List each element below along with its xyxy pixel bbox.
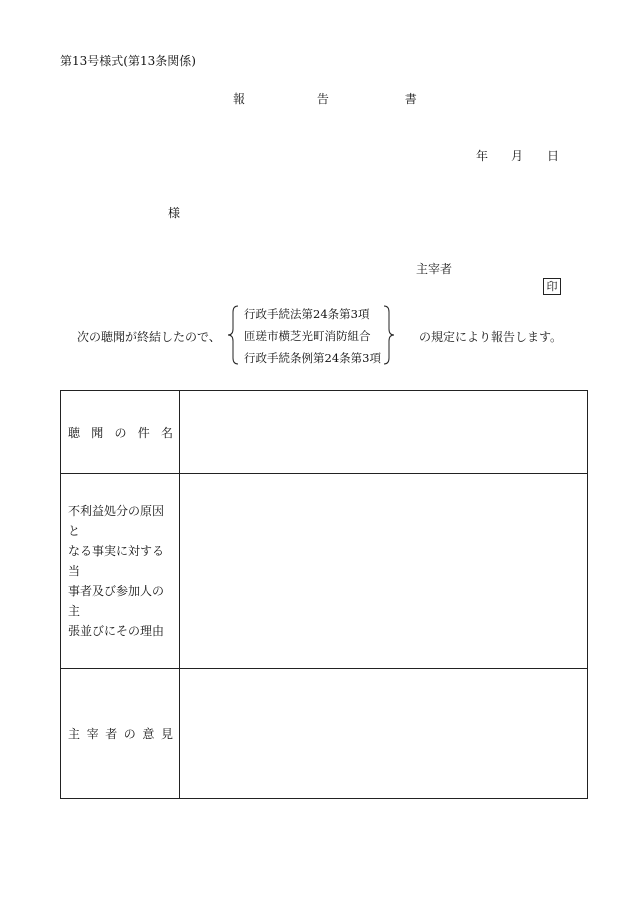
case-name-field[interactable] [180,391,588,474]
law-line-1: 行政手続法第24条第3項 [244,307,370,321]
date-day: 日 [547,149,560,163]
label-char: 聴 [68,425,81,440]
claims-field[interactable] [180,474,588,669]
case-name-label [61,391,180,474]
label-char: 意 [142,727,155,741]
table-row-claims [61,474,588,669]
title-char-3: 書 [404,92,417,106]
label-char: の [123,727,136,741]
title-char-1: 報 [233,92,246,106]
claims-label [61,474,180,669]
document-title [233,90,417,107]
presider-opinion-label [61,669,180,799]
label-line: なる事実に対する当 [68,544,165,578]
title-char-2: 告 [316,92,329,106]
label-char: 者 [105,727,118,741]
table-row-case-name [61,391,588,474]
date-year: 年 [476,149,489,163]
label-char: 見 [160,727,173,741]
form-number: 第13号様式(第13条関係) [60,54,196,68]
seal-mark: 印 [543,278,561,295]
label-char: 主 [68,727,81,741]
label-char: 件 [137,425,150,440]
presider-opinion-field[interactable] [180,669,588,799]
presider-label: 主宰者 [416,262,453,276]
law-line-2: 匝瑳市横芝光町消防組合 [244,329,371,343]
table-row-opinion [61,669,588,799]
left-brace [226,304,240,366]
label-char: 名 [160,425,173,440]
label-char: 聞 [91,425,104,440]
date-month: 月 [511,149,524,163]
statement-suffix: の規定により報告します。 [419,330,563,344]
law-line-3: 行政手続条例第24条第3項 [244,351,381,365]
right-brace [382,304,396,366]
label-char: 宰 [86,727,99,741]
report-table [60,390,588,799]
label-line: 張並びにその理由 [68,624,165,638]
label-line: 事者及び参加人の主 [68,584,165,618]
label-line: 不利益処分の原因と [68,504,165,538]
label-char: の [114,425,127,440]
addressee-suffix: 様 [168,206,181,220]
statement-prefix: 次の聴聞が終結したので、 [77,330,221,344]
